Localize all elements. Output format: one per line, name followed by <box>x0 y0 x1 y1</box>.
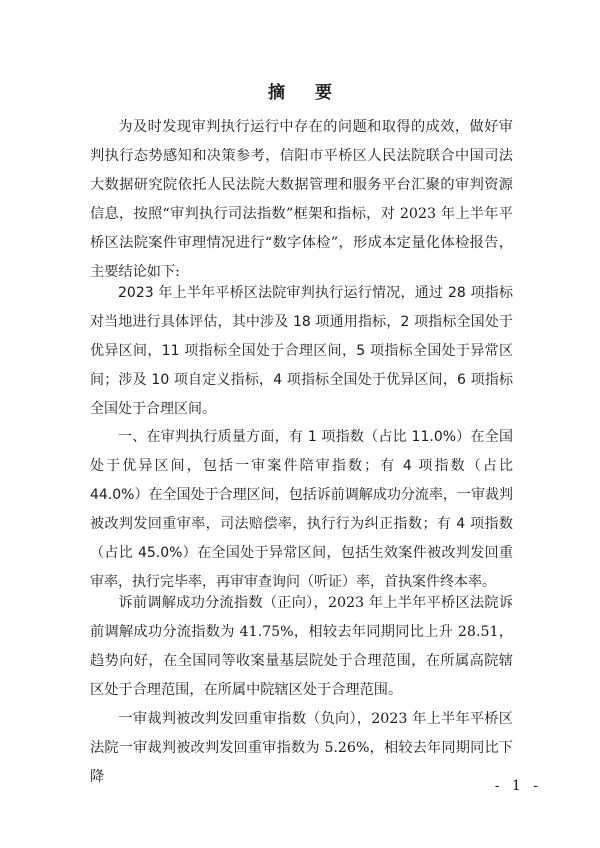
paragraph-quality: 一、在审判执行质量方面，有 1 项指数（占比 11.0%）在全国处于优异区间，包括一审案件陪审指数；有 4 项指数（占比 44.0%）在全国处于合理区间，包括诉前调解成功分流率，一审裁判被改判发回重审率，司法赔偿率，执行行为纠正指数；有 4 项指数（占比 45.0%）在全国处于异常区间，包括生效案件被改判发回重审率，执行完毕率，再审审查询问（听证）率，首执案件终本率。 <box>90 429 513 590</box>
paragraph-retrial-index: 一审裁判被改判发回重审指数（负向），2023 年上半年平桥区法院一审裁判被改判发回重审指数为 5.26%，相较去年同期同比下降 <box>90 711 513 785</box>
paragraph-summary: 2023 年上半年平桥区法院审判执行运行情况，通过 28 项指标对当地进行具体评估，其中涉及 18 项通用指标，2 项指标全国处于优异区间，11 项指标全国处于合理区间，5 项指标全国处于异常区间；涉及 10 项自定义指标，4 项指标全国处于优异区间，6 项指标全国处于合理区间。 <box>90 285 513 417</box>
page-number: - 1 - <box>494 778 542 794</box>
page-title: 摘 要 <box>268 83 344 103</box>
paragraph-intro: 为及时发现审判执行运行中存在的问题和取得的成效，做好审判执行态势感知和决策参考，信阳市平桥区人民法院联合中国司法大数据研究院依托人民法院大数据管理和服务平台汇聚的审判资源信息，按照“审判执行司法指数”框架和指标，对 2023 年上半年平桥区法院案件审理情况进行“数字体检”，形成本定量化体检报告，主要结论如下: <box>90 119 513 280</box>
paragraph-mediation-index: 诉前调解成功分流指数（正向），2023 年上半年平桥区法院诉前调解成功分流指数为 41.75%，相较去年同期同比上升 28.51，趋势向好，在全国同等收案量基层院处于合理范围，在所属高院辖区处于合理范围，在所属中院辖区处于合理范围。 <box>90 595 513 698</box>
